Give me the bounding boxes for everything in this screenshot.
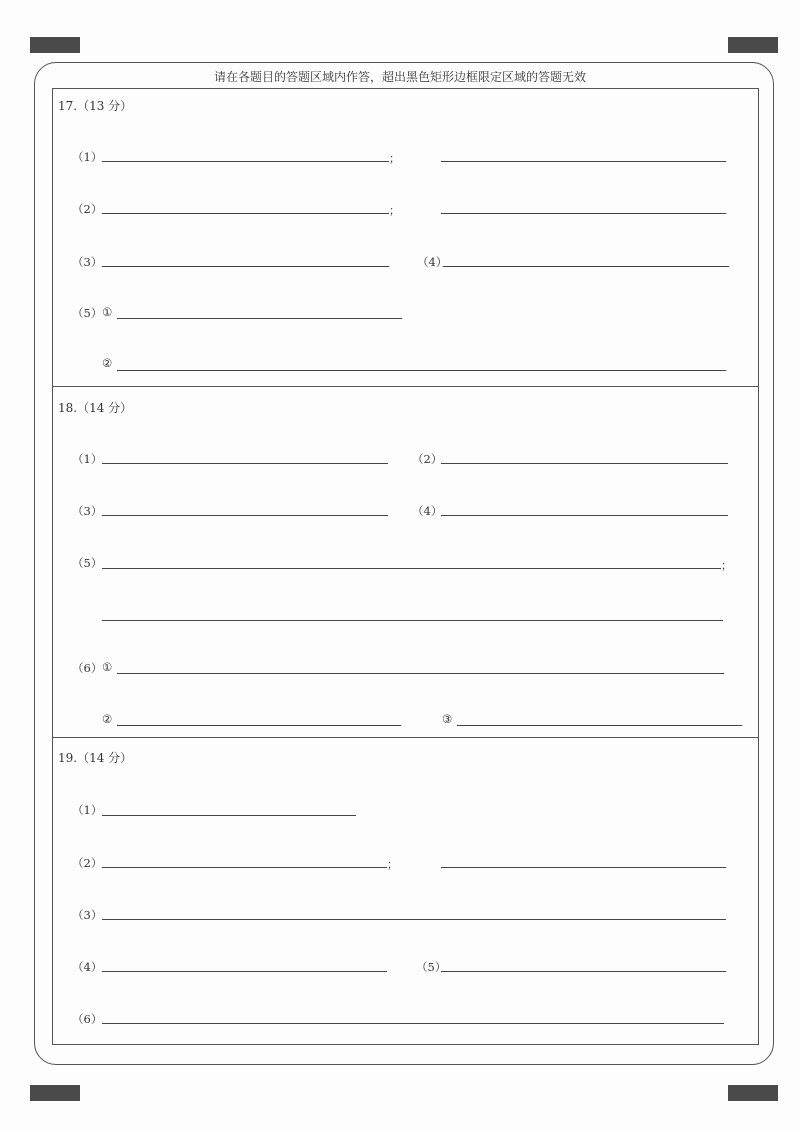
answer-box [52,88,759,1045]
semicolon: ； [721,559,732,572]
q19-part-4-answer-line[interactable] [102,971,387,972]
q18-part-6-sub-1-label: ① [102,660,113,674]
q17-part-5-sub-1-answer-line[interactable] [117,318,402,319]
registration-mark-bottom-left [30,1085,80,1101]
q17-part-5-sub-2-label: ② [102,356,113,370]
q19-part-2-answer-line[interactable] [102,867,387,868]
q18-part-6-sub-2-answer-line[interactable] [117,725,401,726]
semicolon: ； [389,152,400,165]
q18-part-2-label: （2） [412,452,443,466]
question-19-title: 19.（14 分） [58,751,133,765]
q19-part-3-answer-line[interactable] [102,919,726,920]
q18-part-4-label: （4） [412,504,443,518]
q18-part-1-answer-line[interactable] [102,463,388,464]
q17-part-2-label: （2） [72,202,103,216]
q18-part-5-label: （5） [72,556,103,570]
q17-part-3-answer-line[interactable] [102,266,389,267]
q18-part-4-answer-line[interactable] [441,515,728,516]
semicolon: ； [387,858,398,871]
q17-part-2-answer-line-2[interactable] [441,213,726,214]
semicolon: ； [389,204,400,217]
q19-part-1-label: （1） [72,803,103,817]
q19-part-2-answer-line-2[interactable] [441,867,726,868]
q19-part-3-label: （3） [72,908,103,922]
q19-part-2-label: （2） [72,856,103,870]
q19-part-6-label: （6） [72,1012,103,1026]
answer-notice: 请在各题目的答题区域内作答，超出黑色矩形边框限定区域的答题无效 [213,70,586,84]
q17-part-1-answer-line-2[interactable] [441,161,726,162]
q17-part-5-sub-1-label: ① [102,305,113,319]
q17-part-1-label: （1） [72,150,103,164]
q19-part-4-label: （4） [72,960,103,974]
q17-part-4-answer-line[interactable] [443,266,729,267]
registration-mark-top-left [30,37,80,53]
q17-part-2-answer-line[interactable] [102,213,389,214]
registration-mark-bottom-right [728,1085,778,1101]
q18-part-6-sub-3-answer-line[interactable] [457,725,742,726]
q18-part-6-sub-1-answer-line[interactable] [117,673,724,674]
q18-part-2-answer-line[interactable] [441,463,728,464]
section-divider [52,386,759,387]
q17-part-5-sub-2-answer-line[interactable] [117,370,726,371]
q18-part-1-label: （1） [72,452,103,466]
q17-part-3-label: （3） [72,255,103,269]
q18-part-3-label: （3） [72,504,103,518]
q18-part-5-answer-line[interactable] [102,568,721,569]
q19-part-5-answer-line[interactable] [441,971,726,972]
q19-part-6-answer-line[interactable] [102,1023,724,1024]
q17-part-4-label: （4） [417,255,448,269]
q18-part-3-answer-line[interactable] [102,515,388,516]
section-divider [52,737,759,738]
question-17-title: 17.（13 分） [58,99,133,113]
q17-part-5-label: （5） [72,306,103,320]
q18-part-6-sub-3-label: ③ [442,712,453,726]
q18-part-6-label: （6） [72,661,103,675]
q17-part-1-answer-line[interactable] [102,161,389,162]
registration-mark-top-right [728,37,778,53]
q19-part-5-label: （5） [416,960,447,974]
question-18-title: 18.（14 分） [58,401,133,415]
q19-part-1-answer-line[interactable] [102,815,356,816]
q18-part-5-answer-line-2[interactable] [102,620,723,621]
q18-part-6-sub-2-label: ② [102,712,113,726]
